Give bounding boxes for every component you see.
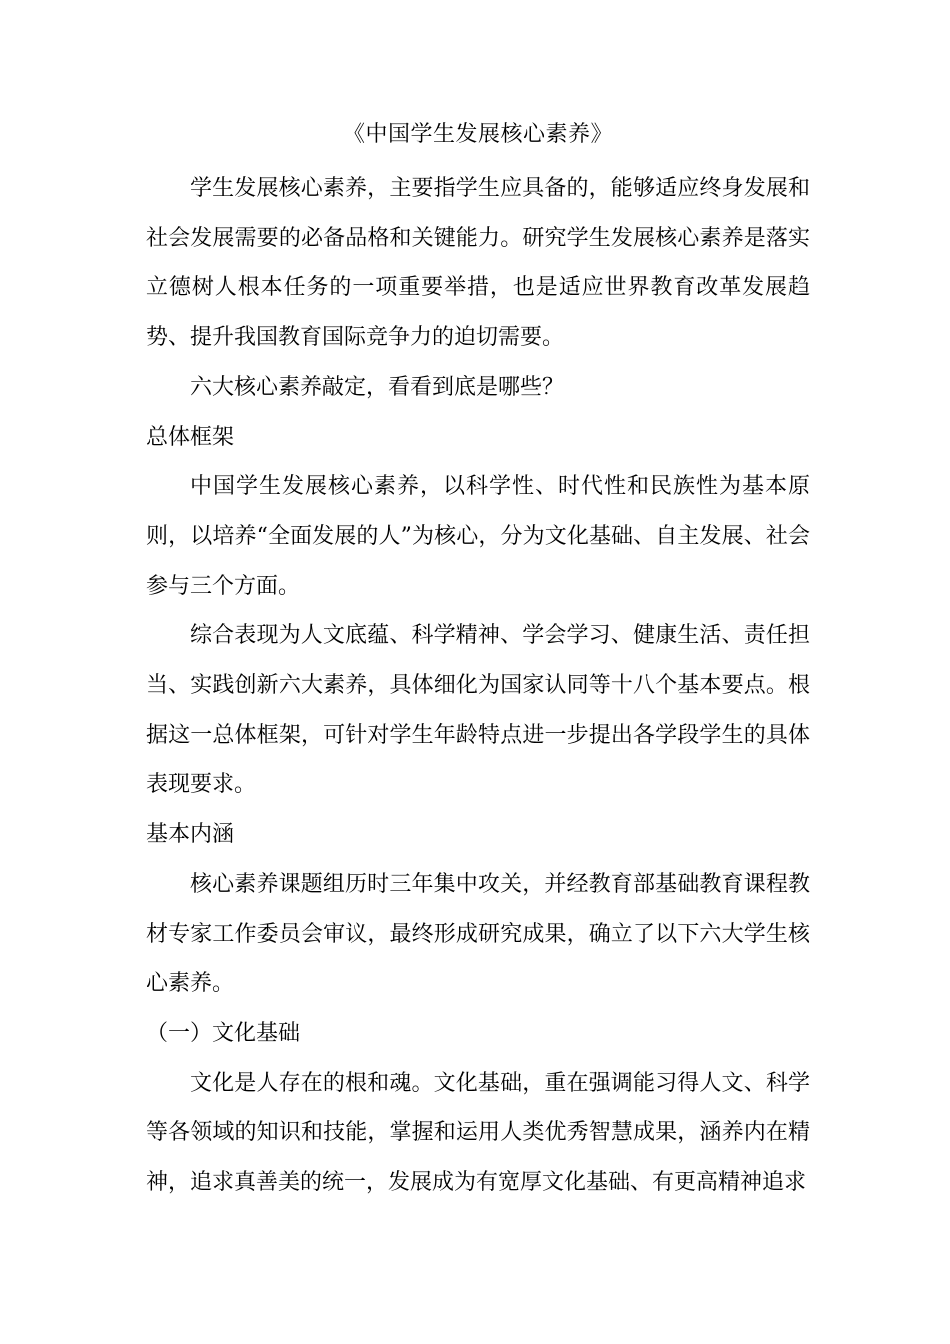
document-title: 《中国学生发展核心素养》 <box>342 122 613 147</box>
section-heading-framework: 总体框架 <box>146 424 235 450</box>
section-heading-connotation: 基本内涵 <box>146 822 235 848</box>
paragraph-research: 核心素养课题组历时三年集中攻关，并经教育部基础教育课程教材专家工作委员会审议，最终形成研究成果，确立了以下六大学生核心素养。 <box>146 871 810 997</box>
paragraph-cultural-foundation: 文化是人存在的根和魂。文化基础，重在强调能习得人文、科学等各领域的知识和技能，掌握和运用人类优秀智慧成果，涵养内在精神，追求真善美的统一，发展成为有宽厚文化基础、有更高精神追求 <box>146 1070 810 1196</box>
paragraph-framework: 中国学生发展核心素养，以科学性、时代性和民族性为基本原则，以培养“全面发展的人”为核心，分为文化基础、自主发展、社会参与三个方面。 <box>146 474 810 599</box>
paragraph-question: 六大核心素养敲定，看看到底是哪些？ <box>190 374 565 400</box>
section-heading-cultural-foundation: （一）文化基础 <box>146 1020 301 1046</box>
paragraph-six-literacies: 综合表现为人文底蕴、科学精神、学会学习、健康生活、责任担当、实践创新六大素养，具体细化为国家认同等十八个基本要点。根据这一总体框架，可针对学生年龄特点进一步提出各学段学生的具体表现要求。 <box>146 623 810 798</box>
paragraph-intro: 学生发展核心素养，主要指学生应具备的，能够适应终身发展和社会发展需要的必备品格和关键能力。研究学生发展核心素养是落实立德树人根本任务的一项重要举措，也是适应世界教育改革发展趋势、提升我国教育国际竞争力的迫切需要。 <box>146 176 810 351</box>
document-body <box>146 116 810 1208</box>
